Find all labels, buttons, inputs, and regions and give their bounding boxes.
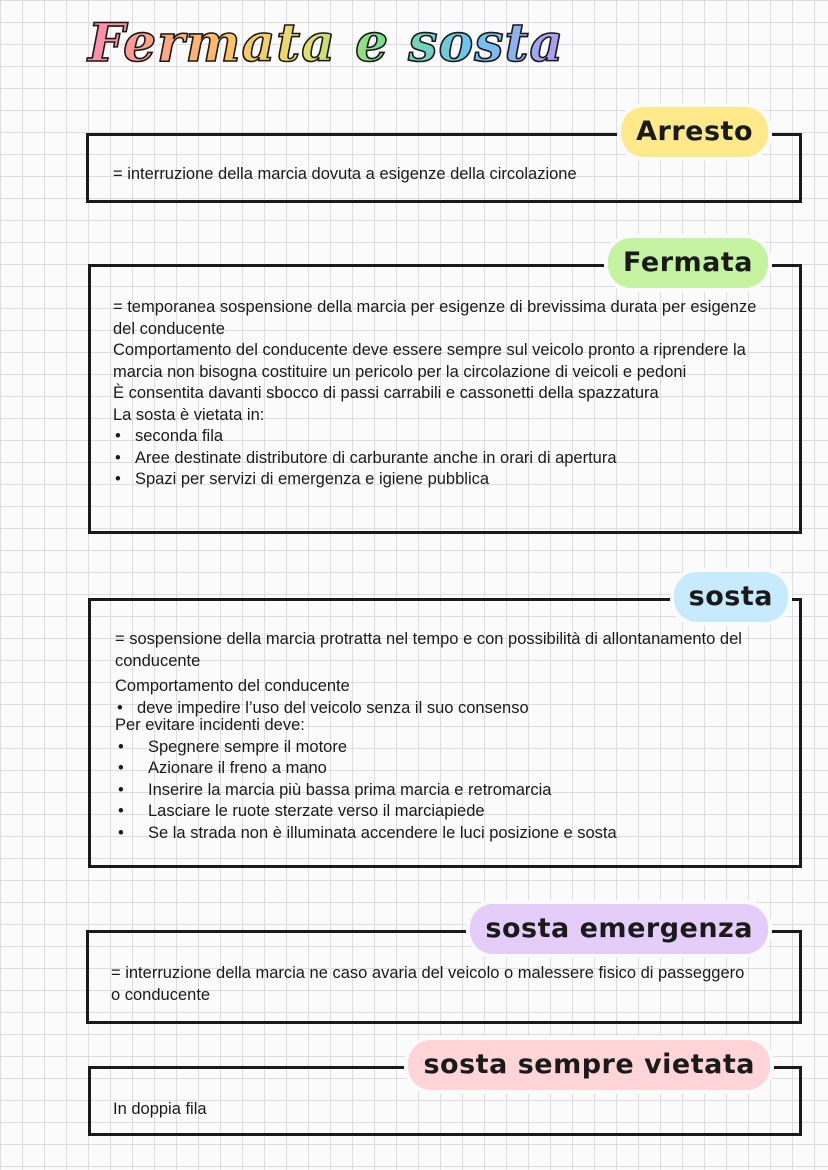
sosta-definition: = sospensione della marcia protratta nel tempo e con possibilità di allontanamento del conducente	[115, 630, 742, 670]
sosta-vietata-content	[113, 1099, 753, 1121]
list-item: • Inserire la marcia più bassa prima marcia e retromarcia	[115, 780, 785, 802]
fermata-behaviour: Comportamento del conducente deve essere sempre sul veicolo pronto a riprendere la marcia non bisogna costituire un pericolo per la circolazione di veicoli e pedoni	[113, 341, 746, 381]
sosta-emergenza-content	[111, 963, 751, 1006]
sosta-behaviour-heading: Comportamento del conducente	[115, 677, 350, 695]
arresto-definition: = interruzione della marcia dovuta a esigenze della circolazione	[113, 165, 577, 183]
sosta-incidents-list	[115, 737, 785, 845]
list-item: • Lasciare le ruote sterzate verso il marciapiede	[115, 801, 785, 823]
sosta-box	[88, 581, 802, 868]
fermata-forbidden-heading: La sosta è vietata in:	[113, 405, 265, 424]
fermata-label: Fermata	[615, 245, 761, 281]
fermata-box	[88, 247, 802, 534]
fermata-definition: = temporanea sospensione della marcia per esigenze di brevissima durata per esigenze del conducente	[113, 298, 757, 338]
fermata-content	[113, 297, 777, 491]
page-title: Fermata e sosta	[88, 13, 565, 74]
list-item: • seconda fila	[113, 426, 777, 448]
list-item: • Se la strada non è illuminata accendere le luci posizione e sosta	[115, 823, 785, 845]
sosta-vietata-label: sosta sempre vietata	[415, 1047, 763, 1083]
fermata-allowed: È consentita davanti sbocco di passi carrabili e cassonetti della spazzatura	[113, 384, 659, 402]
sosta-label: sosta	[681, 579, 781, 615]
sosta-vietata-item: In doppia fila	[113, 1100, 207, 1118]
list-item: • Aree destinate distributore di carburante anche in orari di apertura	[113, 448, 777, 470]
arresto-box	[86, 116, 802, 203]
sosta-emergenza-definition: = interruzione della marcia ne caso avaria del veicolo o malessere fisico di passeggero o conducente	[111, 964, 745, 1004]
sosta-behaviour-list	[115, 698, 785, 720]
sosta-vietata-box	[88, 1049, 802, 1136]
arresto-label: Arresto	[628, 114, 761, 150]
list-item: • Azionare il freno a mano	[115, 758, 785, 780]
sosta-content	[115, 629, 785, 844]
fermata-forbidden-list	[113, 426, 777, 491]
sosta-emergenza-label: sosta emergenza	[477, 911, 761, 947]
sosta-incidents-heading: Per evitare incidenti deve:	[115, 716, 305, 734]
list-item: • Spegnere sempre il motore	[115, 737, 785, 759]
arresto-content	[113, 164, 783, 186]
list-item: • deve impedire l’uso del veicolo senza il suo consenso	[115, 698, 785, 720]
sosta-emergenza-box	[86, 913, 802, 1024]
list-item: • Spazi per servizi di emergenza e igiene pubblica	[113, 469, 777, 491]
